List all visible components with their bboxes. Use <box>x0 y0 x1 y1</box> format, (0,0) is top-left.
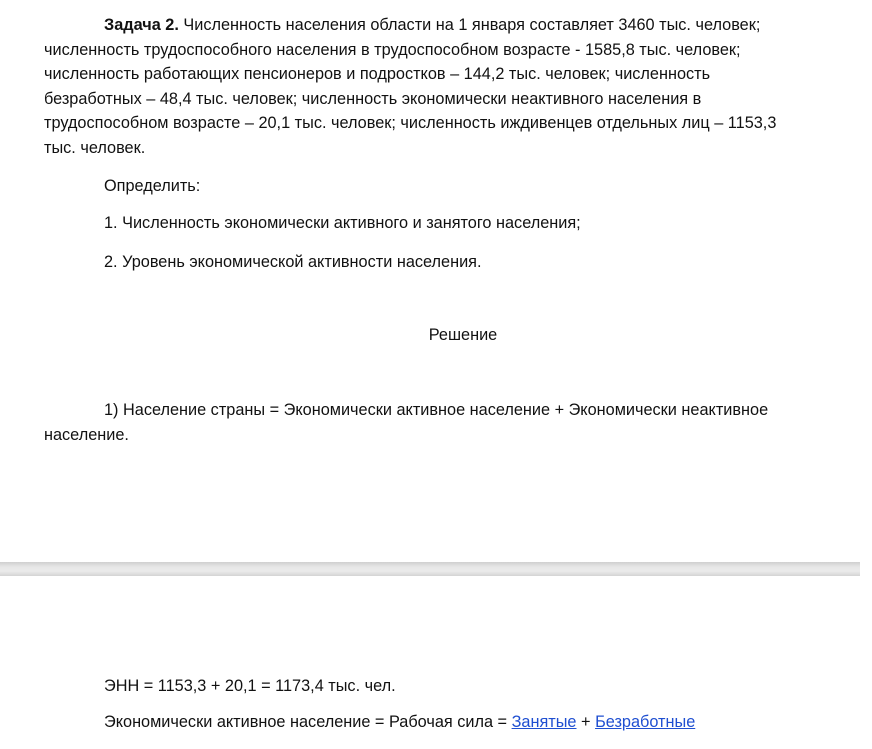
task-line-1: Задача 2. Численность населения области на 1 января составляет 3460 тыс. человек; <box>104 16 761 34</box>
unemployed-link[interactable]: Безработные <box>595 713 696 731</box>
enn-formula: ЭНН = 1153,3 + 20,1 = 1173,4 тыс. чел. <box>104 677 396 695</box>
task-line-4: безработных – 48,4 тыс. человек; численность экономически неактивного населения в <box>44 89 702 108</box>
page-break-bar <box>0 562 860 576</box>
document-page-2 <box>0 582 872 749</box>
task-line-5: трудоспособном возрасте – 20,1 тыс. человек; численность иждивенцев отдельных лиц – 1153,3 <box>44 114 777 132</box>
solution-heading: Решение <box>428 326 498 344</box>
task-label: Задача 2. <box>104 16 179 34</box>
task-line-6: тыс. человек. <box>44 138 146 157</box>
plus-sign: + <box>576 713 596 731</box>
determine-item-2: 2. Уровень экономической активности населения. <box>104 253 482 271</box>
task-line-3: численность работающих пенсионеров и подростков – 144,2 тыс. человек; численность <box>44 65 711 83</box>
determine-title: Определить: <box>104 177 201 195</box>
employed-link[interactable]: Занятые <box>511 713 577 731</box>
solution-step1-line2: население. <box>44 426 129 444</box>
determine-item-1: 1. Численность экономически активного и занятого населения; <box>104 214 581 232</box>
task-line-2: численность трудоспособного населения в трудоспособном возрасте - 1585,8 тыс. человек; <box>44 40 741 59</box>
definition-prefix: Экономически активное население = Рабочая сила = <box>104 713 512 731</box>
solution-step1-line1: 1) Население страны = Экономически активное население + Экономически неактивное <box>104 401 769 419</box>
active-population-definition <box>104 710 872 735</box>
page-separator <box>0 556 872 582</box>
